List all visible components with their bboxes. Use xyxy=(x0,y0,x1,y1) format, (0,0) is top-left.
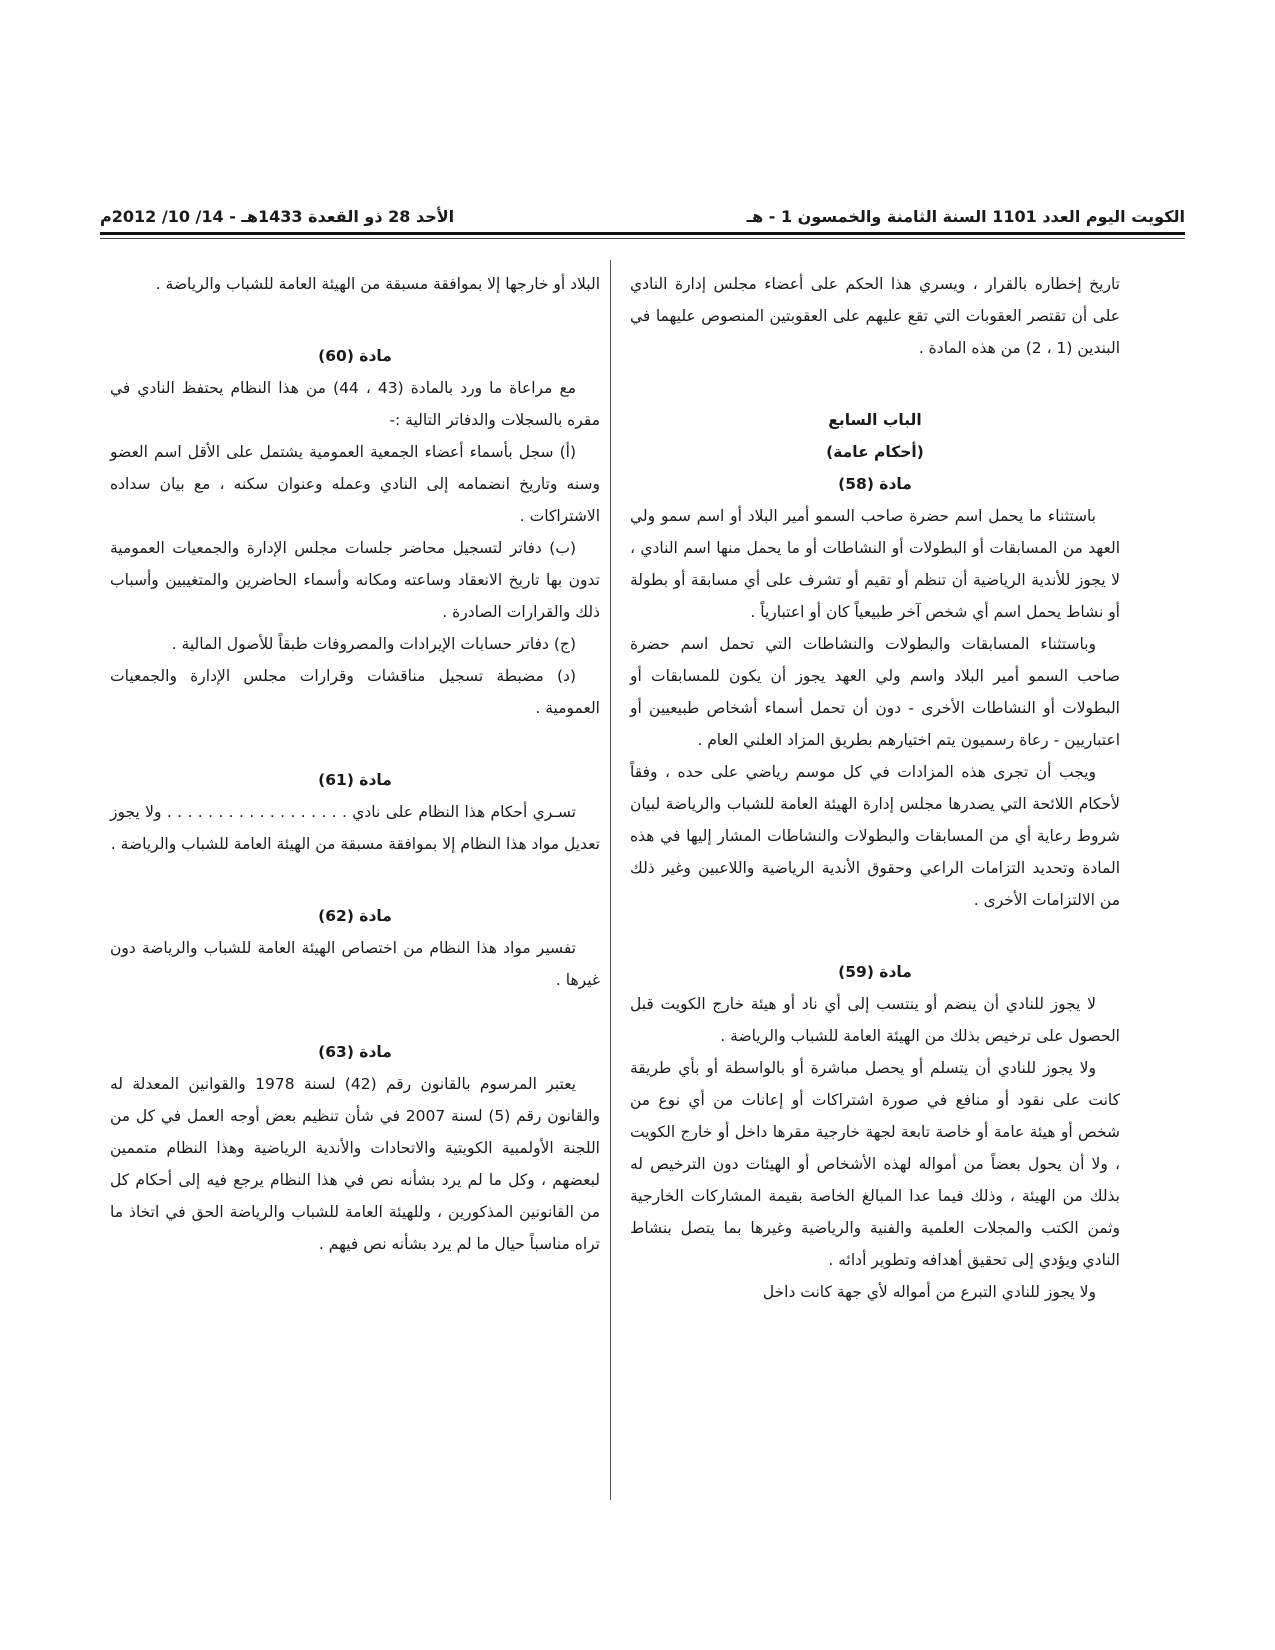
article-title: مادة (62) xyxy=(318,907,392,925)
chapter-title: الباب السابع xyxy=(828,411,922,429)
right-column xyxy=(630,268,1120,1308)
paragraph: تفسير مواد هذا النظام من اختصاص الهيئة العامة للشباب والرياضة دون غيرها . xyxy=(110,939,600,989)
paragraph: البلاد أو خارجها إلا بموافقة مسبقة من الهيئة العامة للشباب والرياضة . xyxy=(155,275,600,293)
left-column xyxy=(110,268,600,1260)
article-title: مادة (59) xyxy=(838,963,912,981)
list-item: (أ) سجل بأسماء أعضاء الجمعية العمومية يشتمل على الأقل اسم العضو وسنه وتاريخ انضمامه إلى النادي وعمله وعنوان سكنه ، مع بيان سداده الاشتراكات . xyxy=(110,443,600,525)
paragraph: مع مراعاة ما ورد بالمادة (43 ، 44) من هذا النظام يحتفظ النادي في مقره بالسجلات والدفاتر التالية :- xyxy=(110,379,600,429)
chapter-subtitle: (أحكام عامة) xyxy=(826,443,924,461)
paragraph: يعتبر المرسوم بالقانون رقم (42) لسنة 1978 والقوانين المعدلة له والقانون رقم (5) لسنة 2007 في شأن تنظيم بعض أوجه العمل في كل من اللجنة الأولمبية الكويتية والاتحادات والأندية الرياضية وهذا النظام متممين لبعضهم ، وكل ما لم يرد بشأنه نص في هذا النظام يرجع فيه إلى أحكام كل من القانونين المذكورين ، وللهيئة العامة للشباب والرياضة الحق في اتخاذ ما تراه مناسباً حيال ما لم يرد بشأنه نص فيهم . xyxy=(110,1075,600,1253)
paragraph: لا يجوز للنادي أن ينضم أو ينتسب إلى أي ناد أو هيئة خارج الكويت قبل الحصول على ترخيص بذلك من الهيئة العامة للشباب والرياضة . xyxy=(630,995,1120,1045)
article-title: مادة (58) xyxy=(838,475,912,493)
paragraph: تسـري أحكام هذا النظام على نادي . . . . . . . . . . . . . . . . . . ولا يجوز تعديل مواد هذا النظام إلا بموافقة مسبقة من الهيئة العامة للشباب والرياضة . xyxy=(110,803,600,853)
paragraph: ويجب أن تجرى هذه المزادات في كل موسم رياضي على حده ، وفقاً لأحكام اللائحة التي يصدرها مجلس إدارة الهيئة العامة للشباب والرياضة لبيان شروط رعاية أي من المسابقات والبطولات والنشاطات المشار إليها في هذه المادة وتحديد التزامات الراعي وحقوق الأندية الرياضية واللاعبين وغير ذلك من الالتزامات الأخرى . xyxy=(630,763,1120,909)
paragraph: تاريخ إخطاره بالقرار ، ويسري هذا الحكم على أعضاء مجلس إدارة النادي على أن تقتصر العقوبات التي تقع عليهم على العقوبتين المنصوص عليهما في البندين (1 ، 2) من هذه المادة . xyxy=(630,275,1120,357)
page-header xyxy=(100,196,1185,226)
list-item: (د) مضبطة تسجيل مناقشات وقرارات مجلس الإدارة والجمعيات العمومية . xyxy=(110,667,600,717)
article-title: مادة (60) xyxy=(318,347,392,365)
paragraph: ولا يجوز للنادي التبرع من أمواله لأي جهة كانت داخل xyxy=(762,1283,1096,1301)
article-title: مادة (63) xyxy=(318,1043,392,1061)
header-date: الأحد 28 ذو القعدة 1433هـ - 14/ 10/ 2012م xyxy=(100,207,455,226)
header-rule-thin xyxy=(100,238,1185,239)
header-publication: الكويت اليوم العدد 1101 السنة الثامنة والخمسون 1 - هـ xyxy=(746,207,1185,226)
header-rule xyxy=(100,232,1185,235)
paragraph: ولا يجوز للنادي أن يتسلم أو يحصل مباشرة أو بالواسطة أو بأي طريقة كانت على نقود أو منافع في صورة اشتراكات أو إعانات من أي نوع من شخص أو هيئة عامة أو خاصة تابعة لجهة خارجية مقرها داخل أو خارج الكويت ، ولا أن يحول بعضاً من أمواله لهذه الأشخاص أو الهيئات دون الترخيص له بذلك من الهيئة ، وذلك فيما عدا المبالغ الخاصة بقيمة المشاركات الخارجية وثمن الكتب والمجلات العلمية والفنية والرياضية وغيرها بما يتصل بنشاط النادي ويؤدي إلى تحقيق أهدافه وتطوير أدائه . xyxy=(630,1059,1120,1269)
paragraph: باستثناء ما يحمل اسم حضرة صاحب السمو أمير البلاد أو اسم سمو ولي العهد من المسابقات أو البطولات أو النشاطات أو ما يحمل منها اسم النادي ، لا يجوز للأندية الرياضية أن تنظم أو تقيم أو تشرف على أي مسابقة أو بطولة أو نشاط يحمل اسم أي شخص آخر طبيعياً كان أو اعتبارياً . xyxy=(630,507,1120,621)
article-title: مادة (61) xyxy=(318,771,392,789)
list-item: (ج) دفاتر حسابات الإيرادات والمصروفات طبقاً للأصول المالية . xyxy=(171,635,576,653)
list-item: (ب) دفاتر لتسجيل محاضر جلسات مجلس الإدارة والجمعيات العمومية تدون بها تاريخ الانعقاد وساعته ومكانه وأسماء الحاضرين والمتغيبين وأسباب ذلك والقرارات الصادرة . xyxy=(110,539,600,621)
paragraph: وباستثناء المسابقات والبطولات والنشاطات التي تحمل اسم حضرة صاحب السمو أمير البلاد واسم ولي العهد يجوز أن يكون للمسابقات أو البطولات أو النشاطات الأخرى - دون أن تحمل أسماء أشخاص طبيعيين أو اعتباريين - رعاة رسميون يتم اختيارهم بطريق المزاد العلني العام . xyxy=(630,635,1120,749)
column-divider xyxy=(610,260,611,1500)
